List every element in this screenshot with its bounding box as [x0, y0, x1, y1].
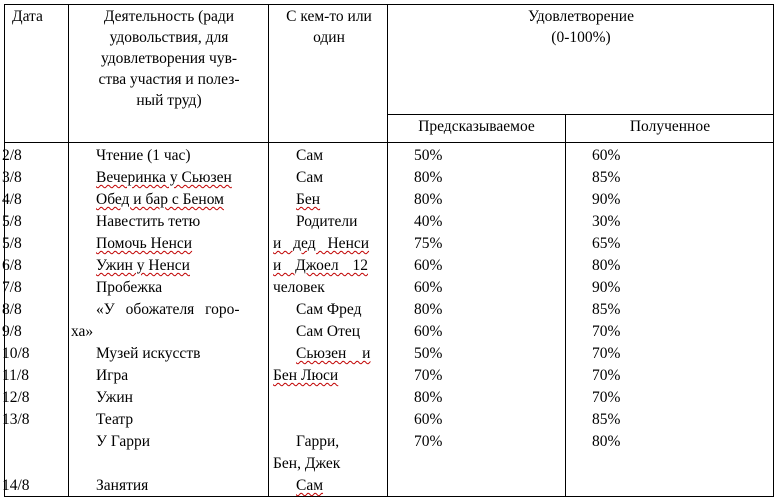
cell-activity-12: Ужин	[96, 389, 133, 406]
col-divider-2	[268, 4, 269, 497]
cell-activity-5: Помочь Ненси	[96, 235, 193, 252]
header-divider	[4, 142, 774, 143]
header-satisfaction-line-2: (0-100%)	[551, 29, 611, 46]
cell-recv-11: 70%	[592, 367, 621, 384]
col-divider-4	[565, 114, 566, 497]
cell-pred-13: 60%	[414, 411, 443, 428]
header-satisfaction-line-1: Удовлетворение	[527, 8, 634, 25]
cell-recv-3: 90%	[592, 191, 621, 208]
cell-with-5-text: и дед Ненси	[273, 235, 370, 252]
cell-recv-4: 30%	[592, 213, 621, 230]
header-sub-divider	[387, 114, 773, 115]
cell-with-2: Сам	[296, 169, 324, 186]
header-with-whom-line-1: С кем-то или	[286, 8, 372, 25]
cell-date-5: 5/8	[2, 235, 22, 252]
cell-recv-14: 80%	[592, 433, 621, 450]
cell-activity-16: Занятия	[96, 477, 149, 494]
cell-with-5	[273, 233, 383, 255]
cell-date-11: 11/8	[2, 367, 29, 384]
cell-with-11: Бен Люси	[273, 367, 339, 384]
cell-pred-10: 50%	[414, 345, 443, 362]
cell-activity-2: Вечеринка у Сьюзен	[96, 169, 232, 186]
cell-recv-10: 70%	[592, 345, 621, 362]
cell-with-3: Бен	[296, 191, 321, 208]
cell-pred-9: 60%	[414, 323, 443, 340]
cell-with-10: Сьюзен и	[296, 345, 371, 362]
cell-pred-11: 70%	[414, 367, 443, 384]
cell-pred-7: 60%	[414, 279, 443, 296]
cell-with-14: Гарри,	[296, 433, 340, 450]
cell-activity-3: Обед и бар с Беном	[96, 191, 224, 208]
header-activity	[70, 6, 268, 111]
cell-date-10: 10/8	[2, 345, 30, 362]
header-activity-line-5: ный труд)	[136, 92, 202, 109]
cell-with-8: Сам Фред	[296, 301, 362, 318]
col-divider-1	[68, 4, 69, 497]
header-date: Дата	[12, 8, 43, 25]
table-border-top	[4, 4, 774, 5]
cell-date-9: 9/8	[2, 323, 22, 340]
cell-date-16: 14/8	[2, 477, 30, 494]
table-border-right	[773, 4, 774, 497]
cell-activity-4: Навестить тетю	[96, 213, 201, 230]
cell-activity-8: «У обожателя горо-	[96, 301, 240, 318]
cell-date-7: 7/8	[2, 279, 22, 296]
cell-recv-5: 65%	[592, 235, 621, 252]
cell-activity-13: Театр	[96, 411, 134, 428]
cell-recv-6: 80%	[592, 257, 621, 274]
header-activity-line-4: ства участия и полез-	[98, 71, 240, 88]
cell-date-13: 13/8	[2, 411, 30, 428]
cell-date-8: 8/8	[2, 301, 22, 318]
cell-with-6: и Джоел 12	[273, 257, 368, 274]
cell-recv-7: 90%	[592, 279, 621, 296]
cell-date-4: 5/8	[2, 213, 22, 230]
cell-with-15: Бен, Джек	[273, 455, 341, 472]
cell-date-12: 12/8	[2, 389, 30, 406]
cell-recv-12: 70%	[592, 389, 621, 406]
col-divider-3	[387, 4, 388, 497]
header-satisfaction	[388, 6, 774, 48]
cell-date-2: 3/8	[2, 169, 22, 186]
cell-activity-11: Игра	[96, 367, 129, 384]
header-activity-line-1: Деятельность (ради	[103, 8, 235, 25]
cell-activity-10: Музей искусств	[96, 345, 201, 362]
cell-recv-9: 70%	[592, 323, 621, 340]
header-activity-line-3: удовлетворения чув-	[100, 50, 238, 67]
cell-activity-7: Пробежка	[96, 279, 163, 296]
cell-activity-9: ха»	[71, 323, 94, 340]
cell-pred-12: 80%	[414, 389, 443, 406]
satisfaction-table	[4, 4, 774, 497]
cell-activity-6: Ужин у Ненси	[96, 257, 190, 274]
header-with-whom	[270, 6, 388, 48]
cell-pred-5: 75%	[414, 235, 443, 252]
header-activity-line-2: удовольствия, для	[109, 29, 229, 46]
cell-pred-4: 40%	[414, 213, 443, 230]
header-predicted: Предсказываемое	[418, 118, 535, 135]
cell-with-1: Сам	[296, 147, 324, 164]
cell-with-4: Родители	[296, 213, 358, 230]
cell-with-16: Сам	[296, 477, 324, 494]
cell-pred-1: 50%	[414, 147, 443, 164]
cell-with-7: человек	[273, 279, 325, 296]
header-with-whom-line-2: один	[313, 29, 345, 46]
cell-recv-8: 85%	[592, 301, 621, 318]
cell-recv-13: 85%	[592, 411, 621, 428]
cell-pred-2: 80%	[414, 169, 443, 186]
cell-activity-1: Чтение (1 час)	[96, 147, 191, 164]
cell-recv-1: 60%	[592, 147, 621, 164]
cell-pred-8: 80%	[414, 301, 443, 318]
cell-pred-3: 80%	[414, 191, 443, 208]
cell-pred-6: 60%	[414, 257, 443, 274]
cell-pred-14: 70%	[414, 433, 443, 450]
cell-activity-14: У Гарри	[96, 433, 151, 450]
cell-date-6: 6/8	[2, 257, 22, 274]
cell-recv-2: 85%	[592, 169, 621, 186]
cell-date-3: 4/8	[2, 191, 22, 208]
header-received: Полученное	[629, 118, 711, 135]
cell-date-1: 2/8	[2, 147, 22, 164]
cell-with-9: Сам Отец	[296, 323, 361, 340]
